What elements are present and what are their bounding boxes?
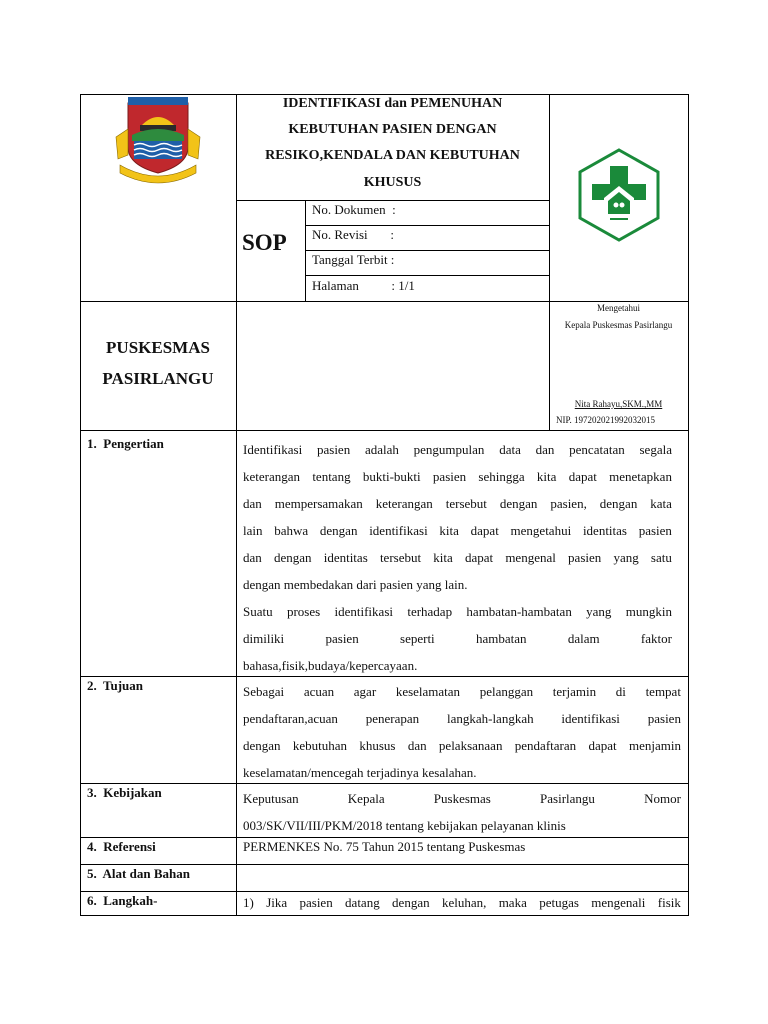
section-label-tujuan: 2. Tujuan — [87, 678, 144, 693]
section-body-tujuan — [243, 678, 681, 786]
word: tersebut — [445, 496, 487, 511]
title-line: KEBUTUHAN PASIEN DENGAN — [288, 122, 497, 137]
word: tentang — [312, 469, 351, 484]
word: dapat — [568, 469, 597, 484]
word: dan — [243, 550, 262, 565]
approver-name: Nita Rahayu,SKM.,MM — [574, 399, 663, 409]
word: pasien — [638, 523, 672, 538]
word: 1) — [243, 895, 254, 910]
word: pendaftaran,acuan — [243, 711, 338, 726]
section-label-kebijakan: 3. Kebijakan — [87, 785, 162, 800]
text-line — [243, 598, 672, 625]
word: keluhan, — [441, 895, 487, 910]
word: identifikasi — [369, 523, 428, 538]
word: dengan — [499, 496, 538, 511]
word: pelaksanaan — [438, 738, 503, 753]
word: faktor — [640, 631, 672, 646]
section-label-pengertian: 1. Pengertian — [87, 436, 164, 451]
word: pasien — [647, 711, 681, 726]
word: dengan — [273, 550, 312, 565]
word: dengan — [243, 738, 281, 753]
word: kebutuhan — [292, 738, 348, 753]
sop-label: SOP — [242, 230, 287, 255]
word: menjamin — [628, 738, 681, 753]
word: dalam — [567, 631, 600, 646]
text-line — [243, 785, 681, 812]
word: identifikasi — [561, 711, 620, 726]
word: data — [499, 442, 521, 457]
word: tempat — [645, 684, 681, 699]
word: bukti-bukti — [362, 469, 421, 484]
word: dengan — [599, 496, 638, 511]
word: kata — [650, 496, 672, 511]
revision-field: No. Revisi : — [312, 227, 394, 242]
word: segala — [639, 442, 672, 457]
word: Jika — [266, 895, 288, 910]
acknowledged-label: Mengetahui — [597, 303, 640, 313]
word: langkah-langkah — [446, 711, 534, 726]
word: Kepala — [347, 791, 385, 806]
text-line — [243, 678, 681, 705]
word: agar — [353, 684, 377, 699]
word: keterangan — [375, 496, 433, 511]
word: dapat — [588, 738, 617, 753]
text-line — [243, 732, 681, 759]
section-body-referensi: PERMENKES No. 75 Tahun 2015 tentang Puskesmas — [243, 839, 526, 854]
word: hambatan-hambatan — [466, 604, 572, 619]
word: mengetahui — [510, 523, 572, 538]
word: di — [615, 684, 626, 699]
word: tersebut — [379, 550, 422, 565]
issue-date-field: Tanggal Terbit : — [312, 252, 395, 267]
word: dan — [407, 738, 427, 753]
word: identitas — [582, 523, 627, 538]
text-line — [243, 436, 672, 463]
word: identitas — [323, 550, 368, 565]
word: keterangan — [243, 469, 301, 484]
text-line — [243, 893, 681, 913]
word: satu — [650, 550, 672, 565]
word: proses — [286, 604, 321, 619]
word: mengenali — [591, 895, 646, 910]
word: dengan — [319, 523, 358, 538]
word: dapat — [464, 550, 494, 565]
text-line — [243, 463, 672, 490]
word: Puskesmas — [433, 791, 491, 806]
word: pasien — [299, 895, 333, 910]
word: pasien — [325, 631, 359, 646]
word: mempersamakan — [274, 496, 363, 511]
word: Identifikasi — [243, 442, 303, 457]
doc-number-field: No. Dokumen : — [312, 202, 396, 217]
title-line: KHUSUS — [363, 175, 422, 190]
section-label-referensi: 4. Referensi — [87, 839, 156, 854]
word: menetapkan — [609, 469, 672, 484]
word: kita — [536, 469, 557, 484]
text-line: keselamatan/mencegah terjadinya kesalahan. — [243, 765, 477, 780]
title-line: IDENTIFIKASI dan PEMENUHAN — [282, 96, 503, 111]
word: penerapan — [365, 711, 420, 726]
word: terhadap — [407, 604, 453, 619]
word: Keputusan — [243, 791, 299, 806]
word: khusus — [359, 738, 396, 753]
approver-position: Kepala Puskesmas Pasirlangu — [564, 320, 673, 330]
word: mungkin — [625, 604, 672, 619]
word: lain — [243, 523, 263, 538]
word: Nomor — [644, 791, 681, 806]
word: identifikasi — [334, 604, 393, 619]
word: Sebagai — [243, 684, 285, 699]
section-label-alat: 5. Alat dan Bahan — [87, 866, 190, 881]
word: acuan — [303, 684, 335, 699]
word: adalah — [364, 442, 399, 457]
word: terjamin — [552, 684, 597, 699]
word: Suatu — [243, 604, 273, 619]
word: dengan — [392, 895, 430, 910]
section-body-pengertian — [243, 436, 672, 679]
word: dapat — [470, 523, 499, 538]
word: hambatan — [475, 631, 527, 646]
text-line: dengan membedakan dari pasien yang lain. — [243, 577, 468, 592]
district-logo — [112, 95, 204, 187]
approver-nip: NIP. 197202021992032015 — [556, 415, 656, 425]
word: pasien — [568, 550, 602, 565]
word: petugas — [539, 895, 579, 910]
org-name-line2: PASIRLANGU — [102, 369, 214, 388]
word: Pasirlangu — [540, 791, 595, 806]
section-label-langkah: 6. Langkah- — [87, 893, 158, 908]
text-line — [243, 490, 672, 517]
word: mengenal — [505, 550, 556, 565]
word: dan — [535, 442, 555, 457]
word: dimiliki — [243, 631, 285, 646]
word: kita — [439, 523, 459, 538]
word: pasien — [432, 469, 467, 484]
word: fisik — [657, 895, 681, 910]
word: pendaftaran — [514, 738, 577, 753]
org-name-line1: PUSKESMAS — [106, 338, 210, 357]
word: pelanggan — [479, 684, 534, 699]
word: yang — [586, 604, 612, 619]
word: pasien — [316, 442, 351, 457]
word: pengumpulan — [413, 442, 485, 457]
text-line — [243, 544, 672, 571]
word: keselamatan — [395, 684, 461, 699]
word: maka — [498, 895, 527, 910]
text-line — [243, 625, 672, 652]
word: yang — [613, 550, 639, 565]
text-line — [243, 517, 672, 544]
section-body-langkah — [243, 893, 681, 913]
text-line: bahasa,fisik,budaya/kepercayaan. — [243, 658, 418, 673]
word: pasien, — [550, 496, 587, 511]
title-line: RESIKO,KENDALA DAN KEBUTUHAN — [265, 148, 520, 163]
word: dan — [243, 496, 262, 511]
puskesmas-logo — [578, 148, 660, 242]
word: datang — [345, 895, 380, 910]
word: sehingga — [478, 469, 525, 484]
text-line — [243, 705, 681, 732]
word: kita — [433, 550, 453, 565]
page-field: Halaman : 1/1 — [312, 278, 415, 293]
section-body-kebijakan — [243, 785, 681, 839]
text-line: 003/SK/VII/III/PKM/2018 tentang kebijakan pelayanan klinis — [243, 818, 566, 833]
word: bahwa — [274, 523, 309, 538]
word: pencatatan — [569, 442, 625, 457]
word: seperti — [400, 631, 435, 646]
